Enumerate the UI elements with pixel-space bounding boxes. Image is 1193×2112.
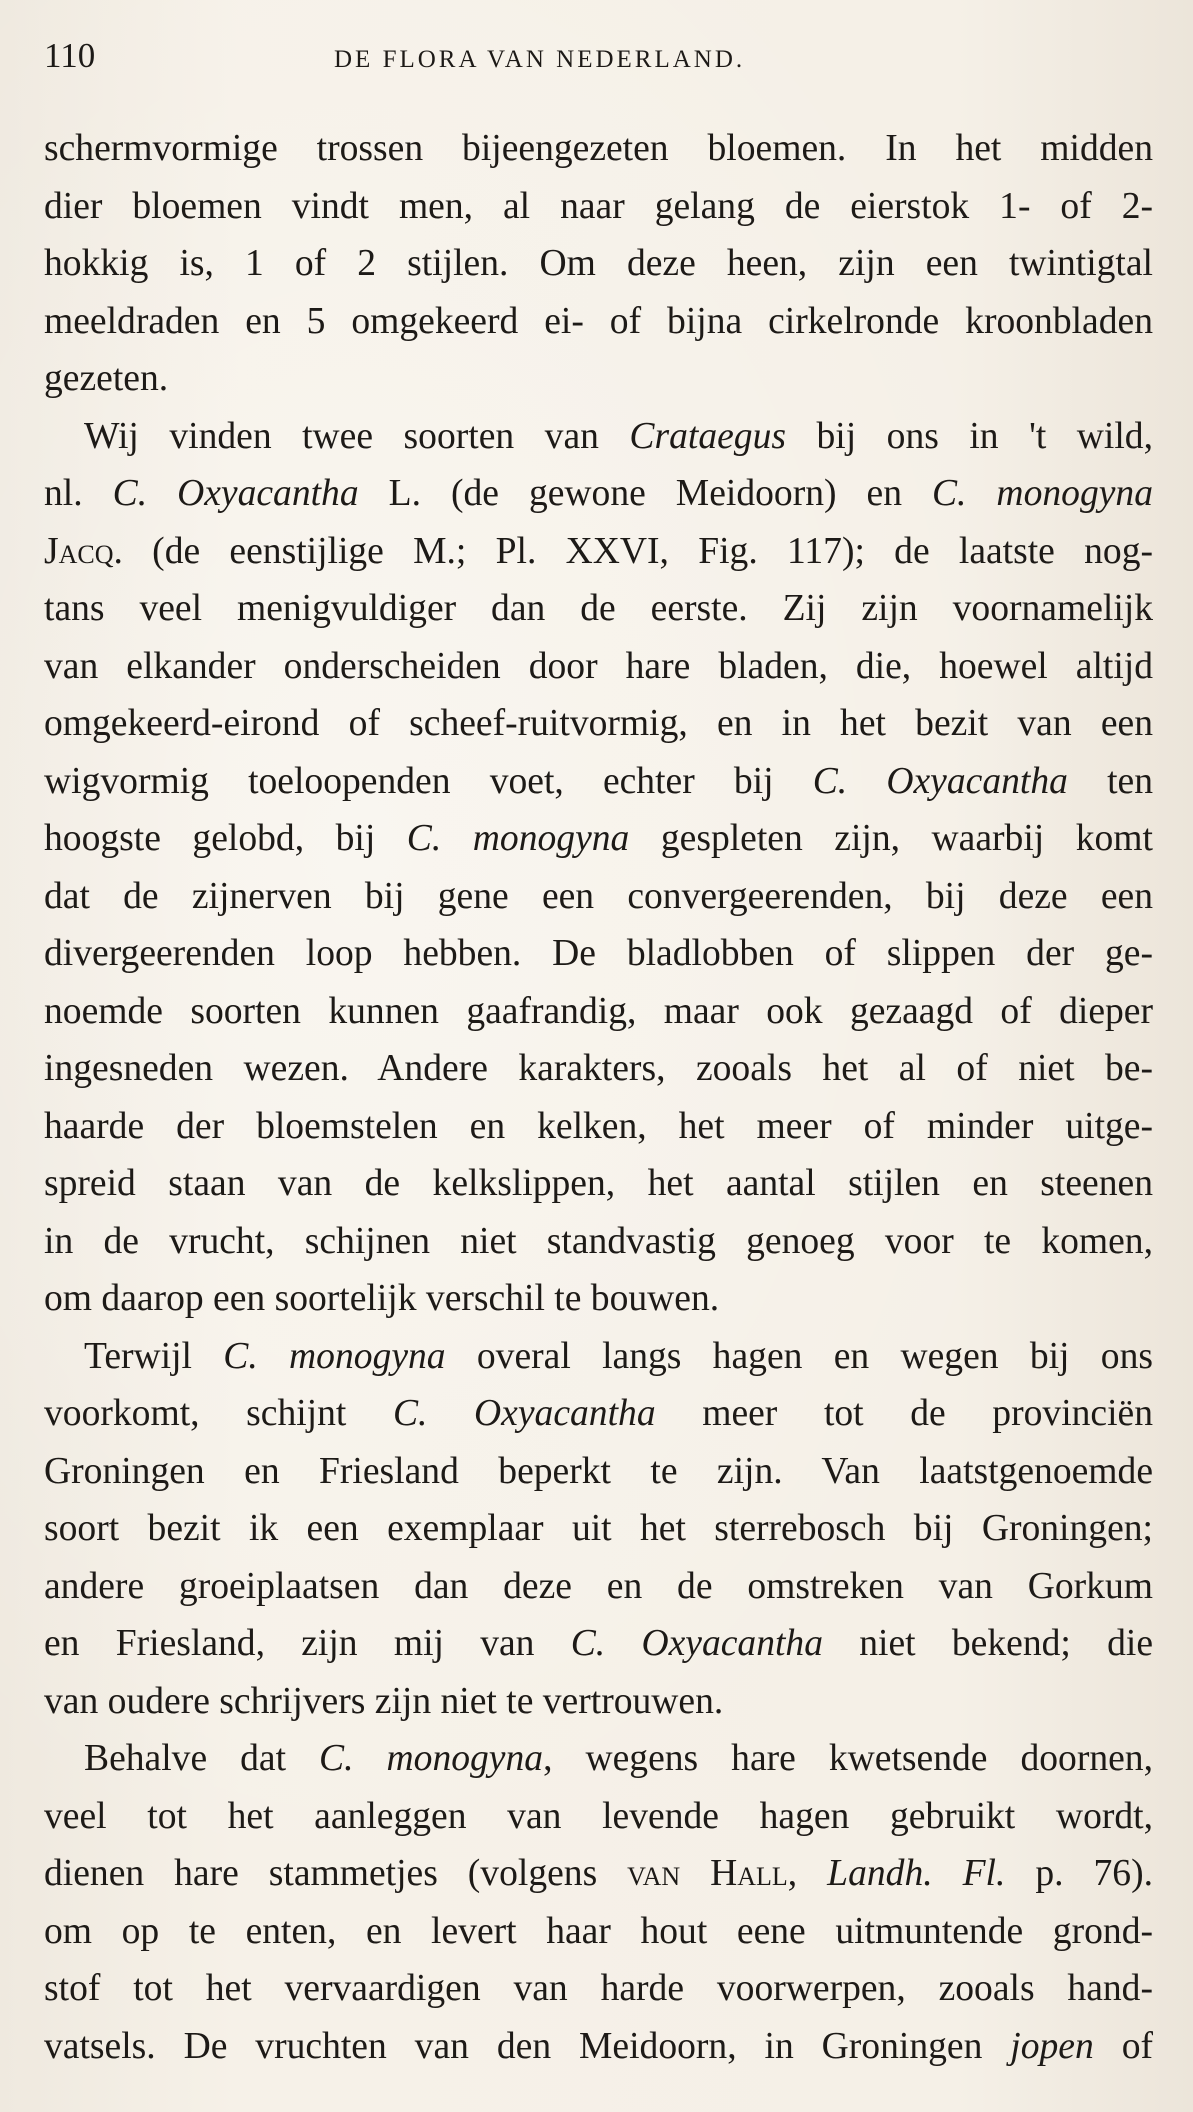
italic-text: C. monogyna (406, 818, 630, 859)
text-segment: van oudere schrijvers zijn niet te vertrouwen. (44, 1680, 724, 1722)
italic-text: Crataegus (629, 415, 786, 457)
text-line (44, 753, 1153, 811)
text-line (44, 293, 1153, 351)
italic-text: jopen (1010, 2025, 1094, 2067)
text-line (44, 1040, 1153, 1098)
text-line (44, 1155, 1153, 1213)
text-line (44, 235, 1153, 293)
text-segment: niet bekend; die (823, 1623, 1153, 1664)
text-segment: gespleten zijn, waarbij komt (629, 818, 1153, 859)
text-line (44, 408, 1153, 466)
running-title: DE FLORA VAN NEDERLAND. (334, 46, 746, 73)
text-segment: , (787, 1853, 828, 1894)
text-segment: en Friesland, zijn mij van (44, 1623, 571, 1664)
text-line (44, 1443, 1153, 1501)
text-segment: veel tot het aanleggen van levende hagen gebruikt wordt, (44, 1795, 1153, 1837)
text-line (44, 810, 1153, 868)
italic-text: Landh. Fl. (827, 1853, 1006, 1894)
text-segment: dienen hare stammetjes (volgens (44, 1853, 628, 1894)
text-segment: ten (1067, 760, 1153, 802)
text-segment: hokkig is, 1 of 2 stijlen. Om deze heen, zijn een twintigtal (44, 243, 1153, 284)
text-line (44, 695, 1153, 753)
text-line (44, 1328, 1153, 1386)
page-header (44, 36, 1153, 90)
text-line (44, 1098, 1153, 1156)
text-segment: in de vrucht, schijnen niet standvastig genoeg voor te komen, (44, 1220, 1153, 1262)
text-segment: gezeten. (44, 358, 169, 399)
text-line (44, 925, 1153, 983)
text-line (44, 868, 1153, 926)
text-line (44, 1903, 1153, 1961)
text-segment: Behalve dat (84, 1738, 320, 1779)
text-segment: om op te enten, en levert haar hout eene uitmuntende grond- (44, 1910, 1153, 1952)
text-segment: om daarop een soortelijk verschil te bouwen. (44, 1278, 720, 1319)
text-line (44, 1673, 1153, 1731)
text-segment: meer tot de provinciën (655, 1393, 1153, 1434)
text-line (44, 350, 1153, 408)
text-segment: nl. (44, 473, 113, 514)
text-line (44, 1615, 1153, 1673)
text-line (44, 1500, 1153, 1558)
body-text (44, 120, 1153, 2075)
text-segment: tans veel menigvuldiger dan de eerste. Zij zijn voornamelijk (44, 588, 1153, 629)
text-segment: bij ons in 't wild, (786, 415, 1153, 457)
text-segment: soort bezit ik een exemplaar uit het sterrebosch bij Groningen; (44, 1508, 1153, 1549)
italic-text: C. Oxyacantha (112, 473, 359, 514)
text-segment: dier bloemen vindt men, al naar gelang de eierstok 1- of 2- (44, 185, 1153, 227)
text-line (44, 638, 1153, 696)
text-segment: Wij vinden twee soorten van (84, 415, 630, 457)
text-segment: dat de zijnerven bij gene een convergeerenden, bij deze een (44, 875, 1153, 917)
small-caps-text: van Hall (627, 1853, 788, 1894)
text-line (44, 1960, 1153, 2018)
text-line (44, 983, 1153, 1041)
text-segment: , wegens hare kwetsende doornen, (543, 1738, 1153, 1779)
text-segment: Terwijl (84, 1335, 224, 1377)
text-line (44, 523, 1153, 581)
text-segment: voorkomt, schijnt (44, 1393, 393, 1434)
text-segment: stof tot het vervaardigen van harde voorwerpen, zooals hand- (44, 1968, 1153, 2009)
text-segment: wigvormig toeloopenden voet, echter bij (44, 760, 813, 802)
text-line (44, 1385, 1153, 1443)
text-line (44, 178, 1153, 236)
text-line (44, 465, 1153, 523)
text-segment: overal langs hagen en wegen bij ons (445, 1335, 1153, 1377)
italic-text: C. monogyna (319, 1738, 544, 1779)
text-segment: L. (de gewone Meidoorn) en (358, 473, 932, 514)
text-segment: vatsels. De vruchten van den Meidoorn, in Groningen (44, 2025, 1011, 2067)
text-line (44, 1213, 1153, 1271)
text-segment: hoogste gelobd, bij (44, 818, 407, 859)
text-segment: divergeerenden loop hebben. De bladlobben of slippen der ge- (44, 933, 1153, 974)
text-segment: p. 76). (1005, 1853, 1153, 1894)
text-segment: noemde soorten kunnen gaafrandig, maar ook gezaagd of dieper (44, 990, 1153, 1032)
text-segment: meeldraden en 5 omgekeerd ei- of bijna cirkelronde kroonbladen (44, 300, 1153, 342)
text-line (44, 1270, 1153, 1328)
text-line (44, 1558, 1153, 1616)
text-line (44, 1845, 1153, 1903)
text-segment: andere groeiplaatsen dan deze en de omstreken van Gorkum (44, 1565, 1153, 1607)
italic-text: C. monogyna (223, 1335, 446, 1377)
text-segment: van elkander onderscheiden door hare bladen, die, hoewel altijd (44, 645, 1153, 687)
text-line (44, 2018, 1153, 2076)
text-segment: schermvormige trossen bijeengezeten bloemen. In het midden (44, 128, 1153, 169)
text-segment: Groningen en Friesland beperkt te zijn. Van laatstgenoemde (44, 1450, 1153, 1492)
small-caps-text: Jacq. (44, 530, 123, 572)
text-segment: omgekeerd-eirond of scheef-ruitvormig, en in het bezit van een (44, 703, 1153, 744)
text-segment: of (1093, 2025, 1153, 2067)
text-line (44, 120, 1153, 178)
italic-text: C. Oxyacantha (570, 1623, 824, 1664)
italic-text: C. monogyna (931, 473, 1153, 514)
text-line (44, 1788, 1153, 1846)
text-segment: (de eenstijlige M.; Pl. XXVI, Fig. 117); de laatste nog- (122, 530, 1153, 572)
text-segment: ingesneden wezen. Andere karakters, zooals het al of niet be- (44, 1048, 1153, 1089)
text-segment: spreid staan van de kelkslippen, het aantal stijlen en steenen (44, 1163, 1153, 1204)
text-line (44, 580, 1153, 638)
text-line (44, 1730, 1153, 1788)
text-segment: haarde der bloemstelen en kelken, het meer of minder uitge- (44, 1105, 1153, 1147)
italic-text: C. Oxyacantha (812, 760, 1068, 802)
page-number: 110 (44, 36, 96, 75)
italic-text: C. Oxyacantha (392, 1393, 656, 1434)
